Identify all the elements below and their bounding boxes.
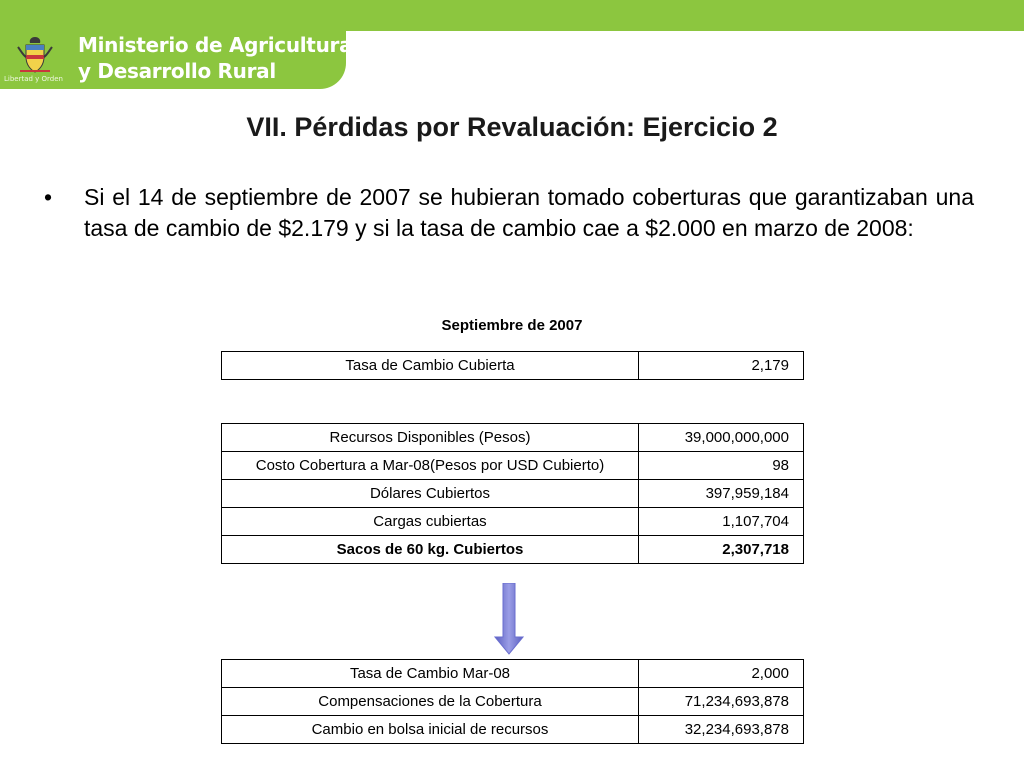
row-value: 71,234,693,878 — [639, 688, 804, 716]
coverage-calculation-table — [221, 423, 804, 564]
row-value: 1,107,704 — [639, 508, 804, 536]
table-caption: Septiembre de 2007 — [441, 317, 583, 334]
row-label: Cargas cubiertas — [222, 508, 639, 536]
table-row — [222, 716, 804, 744]
table-row — [222, 508, 804, 536]
row-value: 397,959,184 — [639, 480, 804, 508]
row-label: Cambio en bolsa inicial de recursos — [222, 716, 639, 744]
row-label: Sacos de 60 kg. Cubiertos — [222, 536, 639, 564]
ministry-name-line1: Ministerio de Agricultura — [78, 33, 353, 57]
bullet-icon: • — [44, 184, 53, 210]
row-value: 2,179 — [639, 352, 804, 380]
bullet-text: Si el 14 de septiembre de 2007 se hubieran tomado coberturas que garantizaban una tasa de cambio de $2.179 y si la tasa de cambio cae a $2.000 en marzo de 2008: — [84, 184, 974, 241]
row-value: 2,307,718 — [639, 536, 804, 564]
crest-caption: Libertad y Orden — [4, 75, 63, 83]
table-row — [222, 480, 804, 508]
table-row-total — [222, 536, 804, 564]
row-value: 39,000,000,000 — [639, 424, 804, 452]
march-2008-results-table — [221, 659, 804, 744]
row-value: 98 — [639, 452, 804, 480]
row-label: Costo Cobertura a Mar-08(Pesos por USD Cubierto) — [222, 452, 639, 480]
top-green-bar — [0, 0, 1024, 31]
row-value: 2,000 — [639, 660, 804, 688]
row-label: Compensaciones de la Cobertura — [222, 688, 639, 716]
table-row — [222, 352, 804, 380]
table-row — [222, 688, 804, 716]
row-label: Dólares Cubiertos — [222, 480, 639, 508]
covered-rate-table — [221, 351, 804, 380]
coat-of-arms-icon — [12, 33, 58, 79]
row-label: Tasa de Cambio Mar-08 — [222, 660, 639, 688]
row-label: Recursos Disponibles (Pesos) — [222, 424, 639, 452]
table-row — [222, 452, 804, 480]
down-arrow-icon — [494, 583, 524, 655]
ministry-name-line2: y Desarrollo Rural — [78, 59, 276, 83]
row-value: 32,234,693,878 — [639, 716, 804, 744]
table-row — [222, 424, 804, 452]
table-row — [222, 660, 804, 688]
ministry-logo — [0, 31, 353, 89]
slide-title: VII. Pérdidas por Revaluación: Ejercicio 2 — [246, 112, 778, 142]
row-label: Tasa de Cambio Cubierta — [222, 352, 639, 380]
